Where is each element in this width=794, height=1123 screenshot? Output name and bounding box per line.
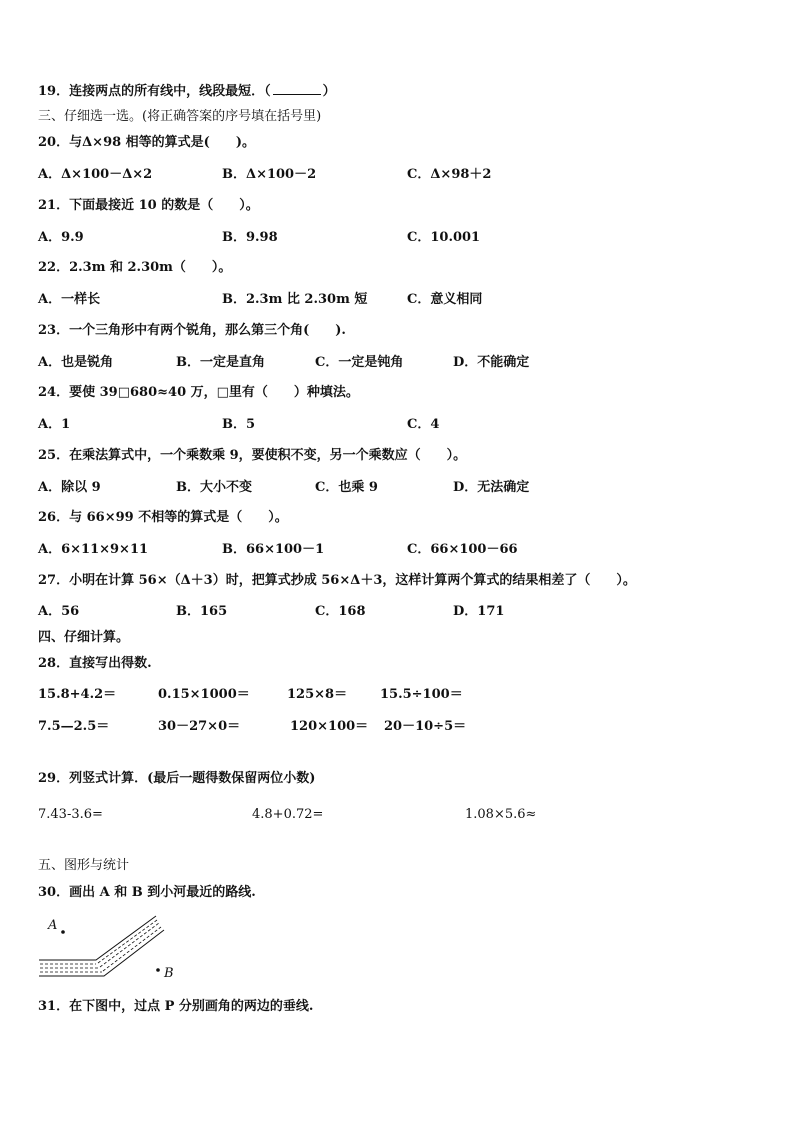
- river-figure: [36, 912, 196, 982]
- q28-expr-7: 120×100＝: [290, 719, 369, 734]
- q29-item-1: 7.43-3.6=: [38, 807, 103, 822]
- q23-option-d[interactable]: D．不能确定: [453, 355, 530, 370]
- section-3-title: 三、仔细选一选。(将正确答案的序号填在括号里): [38, 109, 322, 124]
- question-20-stem: 20．与Δ×98 相等的算式是( )。: [38, 135, 255, 150]
- question-23-stem: 23．一个三角形中有两个锐角，那么第三个角( ).: [38, 323, 346, 338]
- question-28-stem: 28．直接写出得数.: [38, 656, 152, 671]
- section-5-title: 五、图形与统计: [38, 858, 130, 873]
- q25-option-a[interactable]: A．除以 9: [38, 480, 101, 495]
- q24-option-a[interactable]: A．1: [38, 417, 71, 432]
- q21-option-a[interactable]: A．9.9: [38, 230, 84, 245]
- q28-expr-3: 125×8＝: [287, 687, 348, 702]
- point-a: [61, 930, 65, 934]
- q24-option-b[interactable]: B．5: [222, 417, 256, 432]
- question-22-stem: 22．2.3m 和 2.30m（ ）。: [38, 260, 232, 275]
- label-a: A: [48, 918, 58, 933]
- q23-option-b[interactable]: B．一定是直角: [176, 355, 265, 370]
- q28-expr-4: 15.5÷100＝: [380, 687, 463, 702]
- q25-option-d[interactable]: D．无法确定: [453, 480, 530, 495]
- q20-option-a[interactable]: A．Δ×100－Δ×2: [38, 167, 153, 182]
- q21-option-c[interactable]: C．10.001: [407, 230, 481, 245]
- q22-option-a[interactable]: A．一样长: [38, 292, 101, 307]
- question-19: [38, 82, 336, 100]
- question-29-stem: 29．列竖式计算．(最后一题得数保留两位小数): [38, 771, 316, 786]
- q28-expr-1: 15.8+4.2＝: [38, 687, 117, 702]
- q22-option-b[interactable]: B．2.3m 比 2.30m 短: [222, 292, 368, 307]
- question-26-stem: 26．与 66×99 不相等的算式是（ ）。: [38, 510, 288, 525]
- q25-option-c[interactable]: C．也乘 9: [315, 480, 378, 495]
- question-27-stem: 27．小明在计算 56×（Δ＋3）时，把算式抄成 56×Δ＋3，这样计算两个算式的结果相差了（ ）。: [38, 573, 636, 588]
- q29-item-2: 4.8+0.72=: [252, 807, 324, 822]
- point-b: [156, 968, 160, 972]
- q27-option-b[interactable]: B．165: [176, 604, 228, 619]
- section-4-title: 四、仔细计算。: [38, 630, 130, 645]
- q28-expr-6: 30－27×0＝: [158, 719, 241, 734]
- question-30-stem: 30．画出 A 和 B 到小河最近的路线.: [38, 885, 256, 900]
- q23-option-c[interactable]: C．一定是钝角: [315, 355, 404, 370]
- answer-blank[interactable]: [273, 82, 321, 95]
- q25-option-b[interactable]: B．大小不变: [176, 480, 252, 495]
- q20-option-b[interactable]: B．Δ×100－2: [222, 167, 317, 182]
- q20-option-c[interactable]: C．Δ×98＋2: [407, 167, 492, 182]
- q24-option-c[interactable]: C．4: [407, 417, 440, 432]
- question-31-stem: 31．在下图中，过点 P 分别画角的两边的垂线.: [38, 999, 314, 1014]
- q27-option-d[interactable]: D．171: [453, 604, 505, 619]
- q27-option-a[interactable]: A．56: [38, 604, 80, 619]
- q28-expr-5: 7.5—2.5＝: [38, 719, 110, 734]
- question-19-close: ）: [322, 84, 336, 99]
- q21-option-b[interactable]: B．9.98: [222, 230, 278, 245]
- q23-option-a[interactable]: A．也是锐角: [38, 355, 114, 370]
- label-b: B: [164, 966, 174, 981]
- q22-option-c[interactable]: C．意义相同: [407, 292, 483, 307]
- q28-expr-8: 20－10÷5＝: [384, 719, 467, 734]
- q27-option-c[interactable]: C．168: [315, 604, 366, 619]
- q26-option-a[interactable]: A．6×11×9×11: [38, 542, 149, 557]
- q26-option-c[interactable]: C．66×100－66: [407, 542, 518, 557]
- q28-expr-2: 0.15×1000＝: [158, 687, 250, 702]
- q26-option-b[interactable]: B．66×100－1: [222, 542, 325, 557]
- question-25-stem: 25．在乘法算式中，一个乘数乘 9，要使积不变，另一个乘数应（ ）。: [38, 448, 467, 463]
- question-19-text: 19．连接两点的所有线中，线段最短．（: [38, 84, 271, 99]
- question-21-stem: 21．下面最接近 10 的数是（ ）。: [38, 198, 259, 213]
- question-24-stem: 24．要使 39□680≈40 万，□里有（ ）种填法。: [38, 385, 359, 400]
- q29-item-3: 1.08×5.6≈: [465, 807, 537, 822]
